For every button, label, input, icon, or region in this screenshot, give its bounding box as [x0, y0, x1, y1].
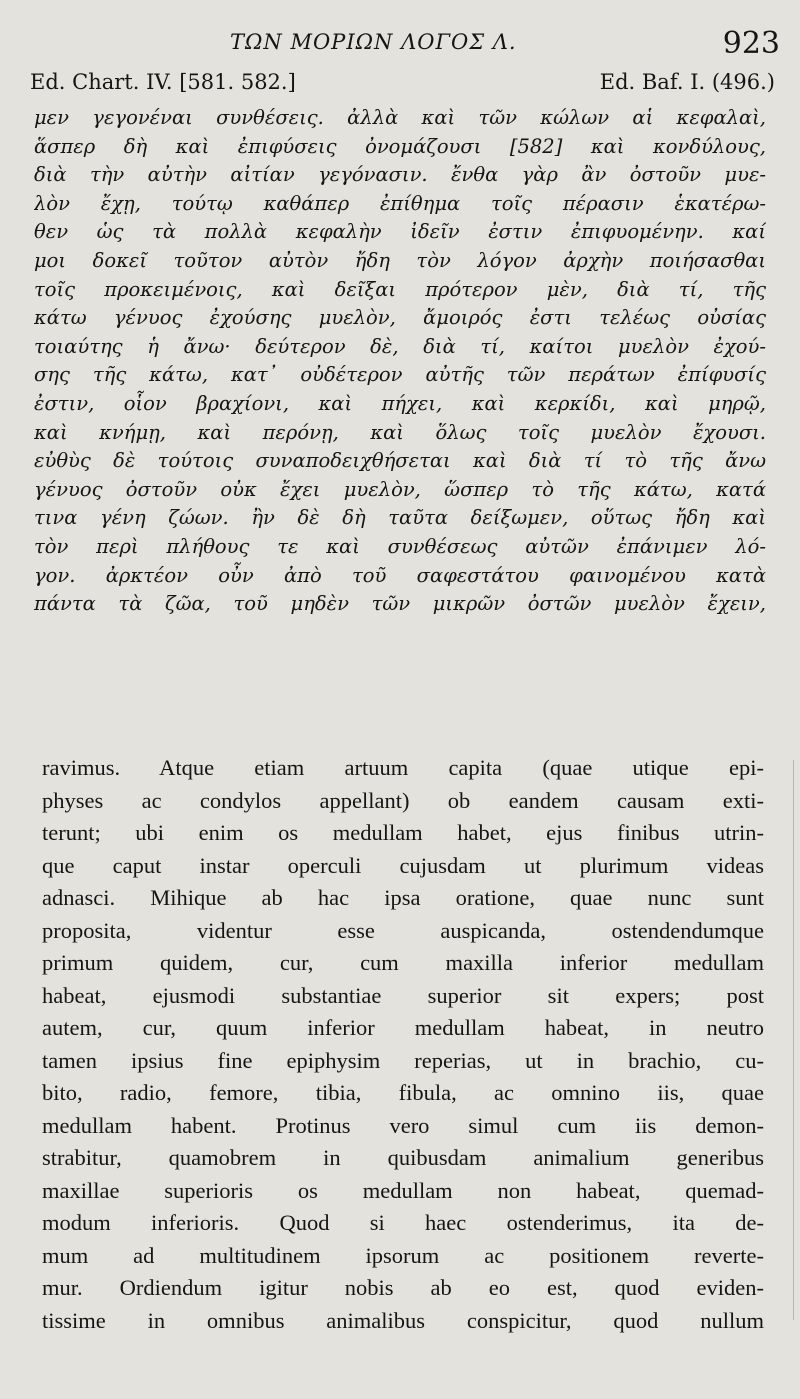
greek-text-line: θεν ὡς τὰ πολλὰ κεφαλὴν ἰδεῖν ἐστιν ἐπιφυομένην. καί [34, 220, 766, 244]
latin-text-line: maxillae superioris os medullam non habeat, quemad- [42, 1177, 764, 1203]
greek-text-line: ἅσπερ δὴ καὶ ἐπιφύσεις ὀνομάζουσι [582] καὶ κονδύλους, [34, 134, 766, 158]
greek-text-line: καὶ κνήμῃ, καὶ περόνῃ, καὶ ὅλως τοῖς μυελὸν ἔχουσι. [34, 420, 766, 444]
latin-text-line: habeat, ejusmodi substantiae superior sit expers; post [42, 982, 764, 1008]
latin-text-line: mum ad multitudinem ipsorum ac positionem reverte- [42, 1242, 764, 1268]
greek-text-line: τὸν περὶ πλήθους τε καὶ συνθέσεως αὐτῶν ἐπάνιμεν λό- [34, 534, 766, 558]
greek-text-line: τοιαύτης ἡ ἄνω· δεύτερον δὲ, διὰ τί, καίτοι μυελὸν ἐχού- [34, 334, 766, 358]
latin-text-line: physes ac condylos appellant) ob eandem causam exti- [42, 787, 764, 813]
greek-text-block [34, 104, 766, 619]
latin-text-line: que caput instar operculi cujusdam ut plurimum videas [42, 852, 764, 878]
latin-text-line: ravimus. Atque etiam artuum capita (quae utique epi- [42, 755, 764, 780]
latin-text-line: terunt; ubi enim os medullam habet, ejus finibus utrin- [42, 820, 764, 845]
greek-text-line: κάτω γένυος ἐχούσης μυελὸν, ἄμοιρός ἐστι τελέως οὐσίας [34, 306, 766, 330]
latin-text-line: adnasci. Mihique ab hac ipsa oratione, quae nunc sunt [42, 885, 764, 910]
greek-text-line: εὐθὺς δὲ τούτοις συναποδειχθήσεται καὶ διὰ τί τὸ τῆς ἄνω [34, 449, 766, 473]
greek-text-line: ἐστιν, οἷον βραχίονι, καὶ πήχει, καὶ κερκίδι, καὶ μηρῷ, [34, 391, 766, 415]
edition-chart-reference: Ed. Chart. IV. [581. 582.] [30, 70, 296, 94]
greek-text-line: πάντα τὰ ζῶα, τοῦ μηδὲν τῶν μικρῶν ὀστῶν μυελὸν ἔχειν, [34, 592, 766, 616]
latin-text-block [42, 752, 764, 1337]
greek-text-line: γένυος ὀστοῦν οὐκ ἔχει μυελὸν, ὥσπερ τὸ τῆς κάτω, κατά [34, 477, 766, 501]
greek-text-line: σης τῆς κάτω, κατ᾽ οὐδέτερον αὐτῆς τῶν περάτων ἐπίφυσίς [34, 363, 766, 387]
running-title: ΤΩΝ ΜΟΡΙΩΝ ΛΟΓΟΣ Λ. [230, 30, 517, 54]
greek-text-line: λὸν ἔχῃ, τούτῳ καθάπερ ἐπίθημα τοῖς πέρασιν ἑκατέρω- [34, 191, 766, 215]
latin-text-line: proposita, videntur esse auspicanda, ostendendumque [42, 917, 764, 943]
latin-text-line: bito, radio, femore, tibia, fibula, ac omnino iis, quae [42, 1080, 764, 1105]
greek-text-line: τοῖς προκειμένοις, καὶ δεῖξαι πρότερον μὲν, διὰ τί, τῆς [34, 277, 766, 301]
latin-text-line: modum inferioris. Quod si haec ostenderimus, ita de- [42, 1210, 764, 1235]
greek-text-line: μοι δοκεῖ τοῦτον αὐτὸν ἤδη τὸν λόγον ἀρχὴν ποιήσασθαι [34, 248, 766, 272]
latin-text-line: tamen ipsius fine epiphysim reperias, ut in brachio, cu- [42, 1047, 764, 1073]
edition-reference-line [30, 70, 775, 102]
page-number: 923 [722, 26, 780, 61]
latin-text-line: autem, cur, quum inferior medullam habeat, in neutro [42, 1015, 764, 1040]
latin-text-line: mur. Ordiendum igitur nobis ab eo est, quod eviden- [42, 1275, 764, 1300]
edition-basel-reference: Ed. Baf. I. (496.) [599, 70, 775, 94]
latin-text-line: primum quidem, cur, cum maxilla inferior medullam [42, 950, 764, 975]
greek-text-line: τινα γένη ζώων. ἢν δὲ δὴ ταῦτα δείξωμεν, οὕτως ἤδη καὶ [34, 506, 766, 530]
latin-text-line: strabitur, quamobrem in quibusdam animalium generibus [42, 1145, 764, 1170]
latin-text-line: tissime in omnibus animalibus conspicitur, quod nullum [42, 1307, 764, 1333]
latin-text-line: medullam habent. Protinus vero simul cum iis demon- [42, 1112, 764, 1138]
greek-text-line: γον. ἀρκτέον οὖν ἀπὸ τοῦ σαφεστάτου φαινομένου κατὰ [34, 563, 766, 587]
greek-text-line: μεν γεγονέναι συνθέσεις. ἀλλὰ καὶ τῶν κώλων αἱ κεφαλαὶ, [34, 106, 766, 129]
running-head [0, 22, 800, 62]
greek-text-line: διὰ τὴν αὐτὴν αἰτίαν γεγόνασιν. ἔνθα γὰρ ἂν ὀστοῦν μυε- [34, 163, 766, 187]
page-edge-rule [793, 760, 794, 1320]
